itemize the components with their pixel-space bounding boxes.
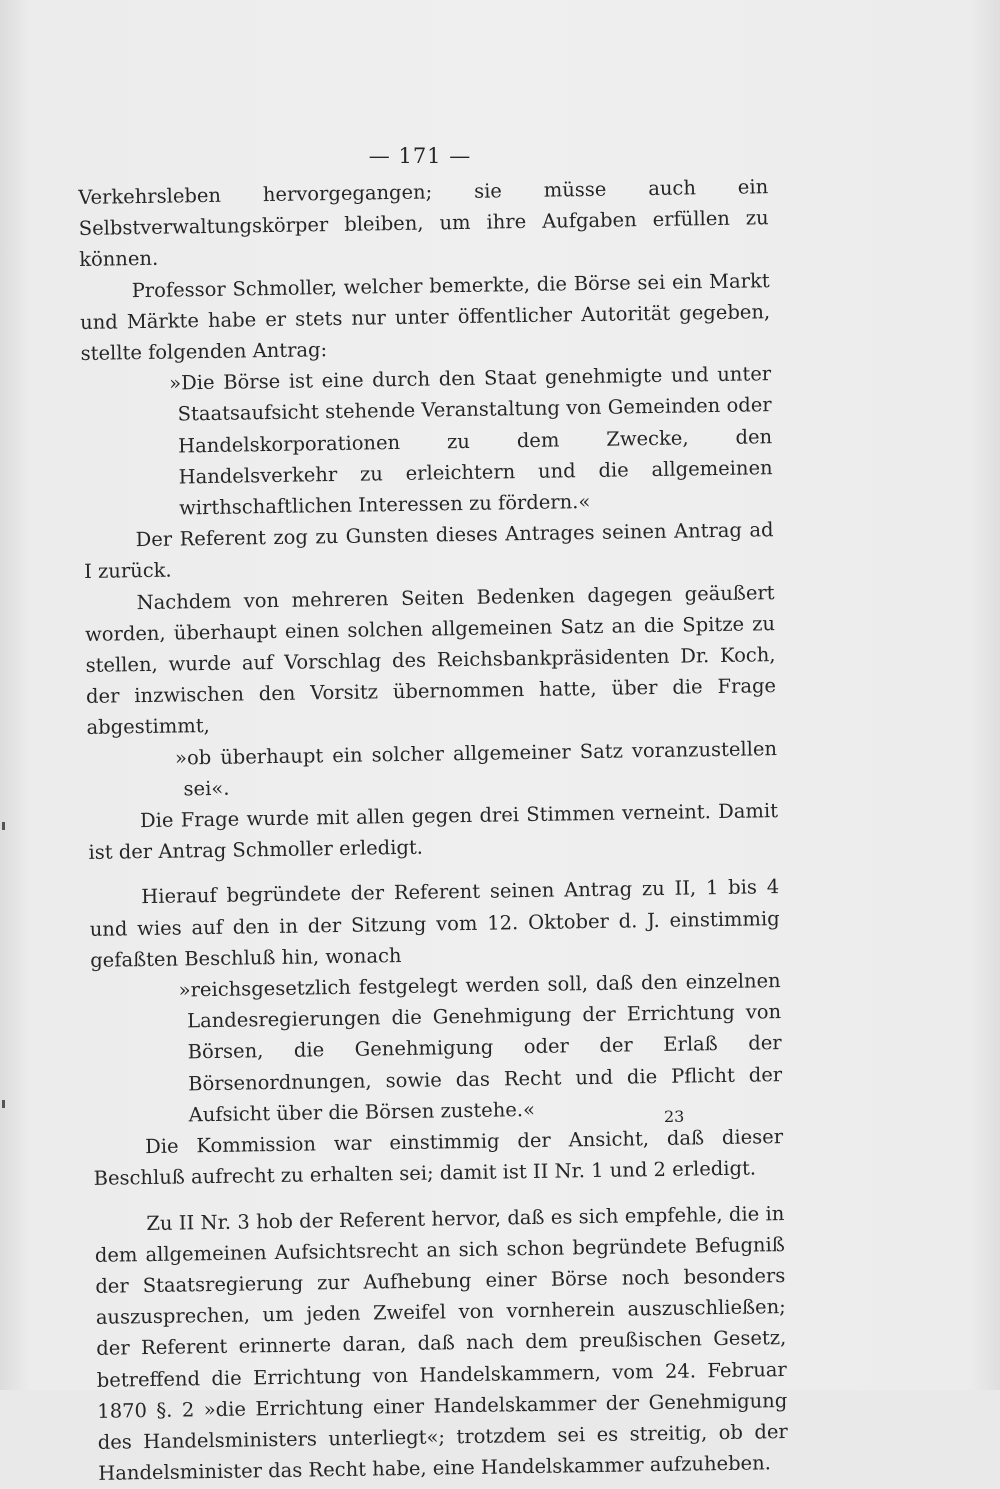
paragraph: Hierauf begründete der Referent seinen Antrag zu II, 1 bis 4 und wies auf den in der Sitzung vom 12. Oktober d. J. einstimmig gefaßten Beschluß hin, wonach [89, 875, 780, 972]
paragraph: Zu II Nr. 3 hob der Referent hervor, daß es sich empfehle, die in dem allgemeinen Aufsichtsrecht an sich schon begründete Befugniß der Staatsregierung zur Aufhebung einer Börse noch besonders auszusprechen, um jeden Zweifel von vornherein auszuschließen; der Referent erinnerte daran, daß nach dem preußischen Gesetz, betreffend die Errichtung von Handelskammern, vom 24. Februar 1870 §. 2 »die Errichtung einer Handelskammer der Genehmigung des Handelsministers unterliegt«; trotzdem sei es streitig, ob der Handelsminister das Recht habe, eine Handelskammer aufzuheben. [94, 1201, 788, 1485]
paragraph: Professor Schmoller, welcher bemerkte, die Börse sei ein Markt und Märkte habe er stets nur unter öffentlicher Autorität gegeben, stellte folgenden Antrag: [80, 268, 771, 365]
scan-edge-mark [2, 822, 5, 830]
paragraph: Die Kommission war einstimmig der Ansicht, daß dieser Beschluß aufrecht zu erhalten sei; damit ist II Nr. 1 und 2 erledigt. [93, 1125, 784, 1191]
printer-signature-mark: 23 [664, 1107, 685, 1126]
page-number: — 171 — [368, 144, 472, 168]
scan-edge-mark [2, 1100, 5, 1108]
quoted-passage: »reichsgesetzlich festgelegt werden soll, daß den einzelnen Landesregierungen die Genehmigung der Errichtung von Börsen, die Genehmigung oder der Erlaß der Börsenordnungen, sowie das Recht und die Pflicht der Aufsicht über die Börsen zustehe.« [178, 969, 783, 1127]
paragraph: Nachdem von mehreren Seiten Bedenken dagegen geäußert worden, überhaupt einen solchen allgemeinen Satz an die Spitze zu stellen, wurde auf Vorschlag des Reichsbankpräsidenten Dr. Koch, der inzwischen den Vorsitz übernommen hatte, über die Frage abgestimmt, [84, 580, 777, 740]
paragraph: Der Referent zog zu Gunsten dieses Antrages seinen Antrag ad I zurück. [83, 518, 774, 584]
paragraph: Verkehrsleben hervorgegangen; sie müsse auch ein Selbstverwaltungskörper bleiben, um ihre Aufgaben erfüllen zu können. [78, 175, 769, 272]
paragraph: Die Frage wurde mit allen gegen drei Stimmen verneint. Damit ist der Antrag Schmoller erledigt. [88, 799, 779, 865]
body-text [78, 171, 788, 1489]
quoted-passage: »Die Börse ist eine durch den Staat genehmigte und unter Staatsaufsicht stehende Veranstaltung von Gemeinden oder Handelskorporationen zu dem Zwecke, den Handelsverkehr zu erleichtern und die allgemeinen wirthschaftlichen Interessen zu fördern.« [168, 362, 773, 520]
quoted-passage: »ob überhaupt ein solcher allgemeiner Satz voranzustellen sei«. [174, 736, 778, 801]
